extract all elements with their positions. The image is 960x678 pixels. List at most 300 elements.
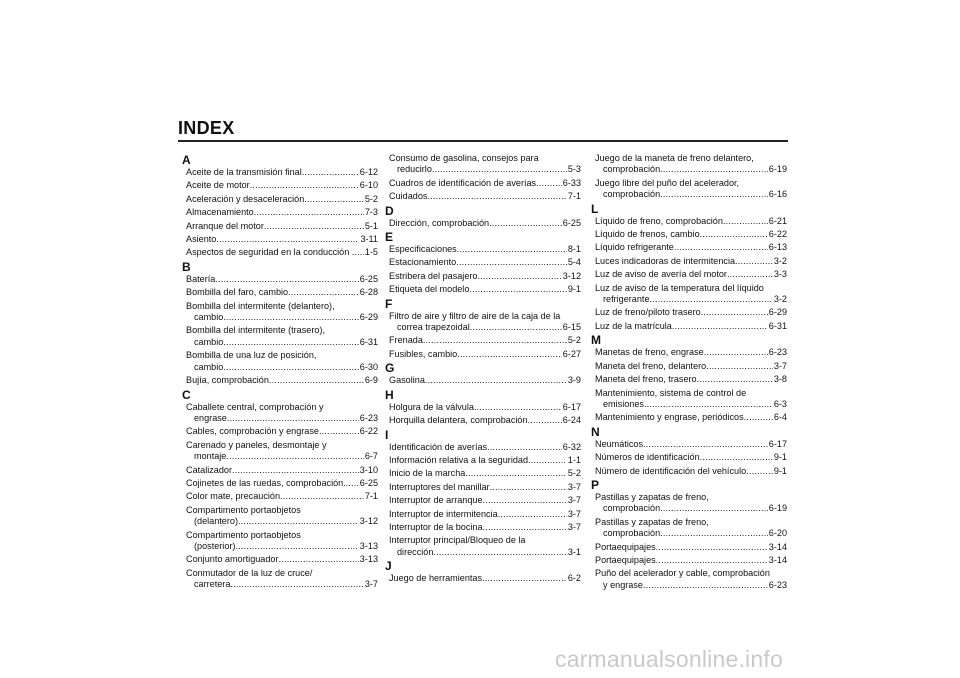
index-page-ref: 9-1 xyxy=(773,465,787,476)
index-page-ref: 6-20 xyxy=(768,528,787,539)
dot-leader xyxy=(660,189,768,200)
dot-leader xyxy=(528,415,562,426)
dot-leader xyxy=(456,257,567,268)
index-entry xyxy=(591,307,787,318)
index-entry-continuation: emisiones xyxy=(603,398,644,409)
index-page-ref: 6-25 xyxy=(359,477,378,488)
index-entry-text: Caballete central, comprobación y xyxy=(186,401,324,412)
index-page-ref: 3-1 xyxy=(567,546,581,557)
index-entry xyxy=(385,442,581,453)
index-entry xyxy=(385,218,581,229)
dot-leader xyxy=(474,402,562,413)
index-entry xyxy=(385,402,581,413)
index-entry-text: Consumo de gasolina, consejos para xyxy=(389,153,539,163)
index-page-ref: 3-7 xyxy=(567,508,581,519)
index-entry xyxy=(385,349,581,360)
dot-leader xyxy=(528,455,567,466)
dot-leader xyxy=(423,335,567,346)
index-page-ref: 9-1 xyxy=(773,452,787,463)
index-entry-text: Cuadros de identificación de averías xyxy=(389,177,537,188)
dot-leader xyxy=(723,216,768,227)
index-page-ref: 6-32 xyxy=(562,441,581,452)
index-entry xyxy=(385,522,581,533)
index-entry xyxy=(182,530,378,553)
index-page-ref: 6-10 xyxy=(359,180,378,191)
index-entry-continuation: engrase xyxy=(194,412,227,423)
index-page-ref: 6-17 xyxy=(562,401,581,412)
index-entry xyxy=(182,426,378,437)
index-page-ref: 3-10 xyxy=(359,464,378,475)
index-letter-heading: A xyxy=(182,153,191,167)
dot-leader xyxy=(230,579,363,590)
dot-leader xyxy=(288,287,359,298)
index-page-ref: 6-33 xyxy=(562,177,581,188)
index-page-ref: 3-9 xyxy=(567,375,581,386)
index-entry-text: Batería xyxy=(186,273,216,284)
index-page-ref: 6-12 xyxy=(359,167,378,177)
dot-leader xyxy=(232,465,359,476)
index-page-ref: 6-7 xyxy=(364,451,378,462)
index-entry xyxy=(182,375,378,386)
dot-leader xyxy=(319,426,359,437)
index-entry-continuation: cambio xyxy=(194,361,224,372)
index-page-ref: 3-12 xyxy=(562,270,581,281)
index-page-ref: 6-25 xyxy=(562,217,581,228)
index-entry xyxy=(591,542,787,553)
index-page-ref: 6-29 xyxy=(768,307,787,318)
index-page-ref: 6-25 xyxy=(359,273,378,284)
page-title: INDEX xyxy=(178,118,235,138)
index-entry-text: Mantenimiento y engrase, periódicos xyxy=(595,412,744,423)
dot-leader xyxy=(304,194,364,205)
index-letter-heading: E xyxy=(385,230,394,245)
index-entry-text: Inicio de la marcha xyxy=(389,468,466,479)
dot-leader xyxy=(226,451,363,462)
index-entry xyxy=(591,153,787,176)
index-page-ref: 7-3 xyxy=(364,207,378,218)
index-entry xyxy=(385,415,581,426)
index-entry-text: Interruptor principal/Bloqueo de la xyxy=(389,535,526,546)
index-page-ref: 7-1 xyxy=(364,491,378,502)
index-page-ref: 6-15 xyxy=(562,322,581,333)
index-entry-text: Luz de aviso de avería del motor xyxy=(595,269,727,280)
dot-leader xyxy=(697,374,773,385)
index-letter-heading: F xyxy=(385,296,393,311)
dot-leader xyxy=(216,234,359,245)
index-page-ref: 6-21 xyxy=(768,215,787,226)
index-page-ref: 3-7 xyxy=(567,521,581,532)
index-entry xyxy=(591,374,787,385)
index-entry-text: Holgura de la válvula xyxy=(389,401,474,412)
index-letter-heading: N xyxy=(591,424,600,439)
index-entry xyxy=(591,256,787,267)
index-entry-text: Compartimento portaobjetos xyxy=(186,529,301,540)
dot-leader xyxy=(348,478,359,489)
dot-leader xyxy=(250,180,359,191)
index-page-ref: 6-27 xyxy=(562,348,581,359)
index-page-ref: 5-2 xyxy=(567,468,581,479)
index-page-ref: 1-5 xyxy=(364,247,378,258)
dot-leader xyxy=(536,178,562,189)
index-entry-continuation: correa trapezoidal xyxy=(397,322,470,333)
index-entry-text: Estribera del pasajero xyxy=(389,270,478,281)
index-page-ref: 9-1 xyxy=(567,284,581,295)
index-entry-text: Bombilla del intermitente (delantero), xyxy=(186,300,335,311)
dot-leader xyxy=(470,322,562,333)
dot-leader xyxy=(302,167,359,178)
index-entry xyxy=(182,167,378,178)
dot-leader xyxy=(660,528,768,539)
index-entry xyxy=(182,440,378,463)
index-entry xyxy=(182,554,378,565)
dot-leader xyxy=(674,242,768,253)
index-entry-text: Estacionamiento xyxy=(389,257,457,268)
index-page-ref: 6-2 xyxy=(567,573,581,584)
index-entry xyxy=(385,535,581,558)
dot-leader xyxy=(660,503,768,514)
index-entry xyxy=(591,555,787,566)
index-entry-text: Juego de la maneta de freno delantero, xyxy=(595,153,754,163)
index-entry-continuation: montaje xyxy=(194,451,227,462)
index-page-ref: 3-13 xyxy=(359,554,378,565)
index-entry-text: Pastillas y zapatas de freno, xyxy=(595,491,709,502)
dot-leader xyxy=(489,218,562,229)
dot-leader xyxy=(223,337,358,348)
index-entry xyxy=(591,269,787,280)
index-page-ref: 5-4 xyxy=(567,257,581,268)
index-entry xyxy=(591,361,787,372)
index-entry xyxy=(182,478,378,489)
dot-leader xyxy=(483,495,567,506)
index-entry-text: Gasolina xyxy=(389,375,425,386)
index-page-ref: 6-23 xyxy=(359,412,378,423)
index-entry-text: Número de identificación del vehículo xyxy=(595,465,747,476)
watermark-text: carmanualsonline.info xyxy=(555,646,783,672)
index-page-ref: 6-9 xyxy=(364,375,378,386)
dot-leader xyxy=(280,491,364,502)
dot-leader xyxy=(487,442,562,453)
index-entry-continuation: reducirlo xyxy=(397,164,432,175)
index-letter-heading: P xyxy=(591,477,600,492)
index-entry-text: Bujía, comprobación xyxy=(186,375,269,386)
index-entry xyxy=(182,402,378,425)
index-entry-text: Aceleración y desaceleración xyxy=(186,193,305,204)
index-column-3 xyxy=(591,153,787,593)
dot-leader xyxy=(644,399,773,410)
index-entry-continuation: cambio xyxy=(194,336,224,347)
index-page-ref: 6-16 xyxy=(768,189,787,200)
index-entry xyxy=(385,153,581,176)
index-entry-text: Aceite de motor xyxy=(186,180,250,191)
index-entry-text: Líquido de frenos, cambio xyxy=(595,229,700,240)
index-entry-text: Aspectos de seguridad en la conducción . xyxy=(186,247,355,258)
index-entry-text: Cables, comprobación y engrase xyxy=(186,426,319,437)
index-entry xyxy=(591,492,787,515)
index-page-ref: 3-2 xyxy=(773,294,787,305)
index-page-ref: 6-19 xyxy=(768,503,787,514)
index-entry-text: Bombilla del intermitente (trasero), xyxy=(186,325,325,336)
index-entry-text: Asiento xyxy=(186,234,217,245)
index-page-ref: 6-30 xyxy=(359,361,378,372)
index-page-ref: 5-2 xyxy=(567,335,581,346)
index-entry-text: Cuidados xyxy=(389,191,428,202)
index-entry xyxy=(182,491,378,502)
index-entry xyxy=(182,465,378,476)
index-page-ref: 6-23 xyxy=(768,579,787,590)
index-entry xyxy=(182,505,378,528)
index-entry xyxy=(182,234,378,245)
index-entry xyxy=(385,271,581,282)
index-entry-text: Conjunto amortiguador xyxy=(186,554,279,565)
index-entry-continuation: y engrase xyxy=(603,579,643,590)
index-entry xyxy=(385,335,581,346)
index-column-2 xyxy=(385,153,581,587)
index-entry xyxy=(385,257,581,268)
index-page-ref: 3-7 xyxy=(773,360,787,371)
dot-leader xyxy=(643,439,768,450)
index-entry xyxy=(591,242,787,253)
index-entry-text: Mantenimiento, sistema de control de xyxy=(595,387,747,398)
index-entry xyxy=(385,311,581,334)
index-column-1 xyxy=(182,153,378,593)
index-letter-heading: C xyxy=(182,387,191,402)
index-entry-text: Almacenamiento xyxy=(186,207,254,218)
index-page-ref: 3-8 xyxy=(773,374,787,385)
index-entry-text: Color mate, precaución xyxy=(186,491,281,502)
index-entry-text: Catalizador xyxy=(186,464,232,475)
index-entry xyxy=(182,207,378,218)
index-entry-text: Dirección, comprobación xyxy=(389,217,490,228)
dot-leader xyxy=(227,413,359,424)
dot-leader xyxy=(354,247,363,258)
index-entry xyxy=(182,194,378,205)
index-entry xyxy=(591,216,787,227)
index-letter-heading: D xyxy=(385,203,394,218)
index-page-ref: 1-1 xyxy=(567,454,581,465)
dot-leader xyxy=(223,312,358,323)
index-entry-text: Luz de aviso de la temperatura del líquido xyxy=(595,282,764,293)
index-letter-heading: I xyxy=(385,427,389,442)
index-entry-text: Números de identificación xyxy=(595,452,700,463)
index-page-ref: 6-17 xyxy=(768,438,787,449)
index-page-ref: 6-28 xyxy=(359,287,378,298)
index-entry xyxy=(591,347,787,358)
index-entry xyxy=(385,284,581,295)
index-page-ref: 6-29 xyxy=(359,312,378,323)
dot-leader xyxy=(425,375,567,386)
index-entry-text: Luz de la matrícula xyxy=(595,320,672,331)
index-entry-text: Filtro de aire y filtro de aire de la caja de la xyxy=(389,310,561,321)
index-entry-text: Horquilla delantera, comprobación xyxy=(389,415,528,426)
dot-leader xyxy=(457,349,562,360)
index-entry xyxy=(385,495,581,506)
index-page-ref: 3-7 xyxy=(567,495,581,506)
index-entry-text: Información relativa a la seguridad xyxy=(389,454,529,465)
index-entry-text: Juego libre del puño del acelerador, xyxy=(595,177,740,188)
dot-leader xyxy=(477,271,561,282)
index-entry-text: Conmutador de la luz de cruce/ xyxy=(186,567,313,578)
index-entry-continuation: comprobación xyxy=(603,503,661,514)
index-entry xyxy=(591,466,787,477)
index-entry xyxy=(385,244,581,255)
index-page-ref: 6-23 xyxy=(768,347,787,358)
dot-leader xyxy=(433,547,566,558)
index-entry-continuation: comprobación xyxy=(603,189,661,200)
dot-leader xyxy=(700,452,773,463)
index-page-ref: 3-2 xyxy=(773,255,787,266)
index-page-ref: 3-14 xyxy=(768,554,787,565)
dot-leader xyxy=(643,580,768,591)
index-page-ref: 3-7 xyxy=(364,579,378,590)
index-entry xyxy=(591,178,787,201)
index-entry-text: Especificaciones xyxy=(389,244,457,255)
dot-leader xyxy=(727,269,773,280)
index-entry-continuation: carretera xyxy=(194,579,231,590)
index-entry xyxy=(591,388,787,411)
index-entry xyxy=(182,180,378,191)
index-page-ref: 3-3 xyxy=(773,269,787,280)
dot-leader xyxy=(427,191,566,202)
index-entry-text: Arranque del motor xyxy=(186,220,264,231)
title-rule xyxy=(178,140,788,142)
index-letter-heading: M xyxy=(591,333,601,348)
dot-leader xyxy=(269,375,364,386)
index-letter-heading: H xyxy=(385,387,394,402)
index-entry xyxy=(591,229,787,240)
index-entry xyxy=(385,509,581,520)
index-entry xyxy=(591,412,787,423)
index-entry-continuation: cambio xyxy=(194,312,224,323)
index-page-ref: 6-31 xyxy=(768,320,787,331)
index-entry-text: Cojinetes de las ruedas, comprobación.. xyxy=(186,477,349,488)
index-letter-heading: J xyxy=(385,559,392,574)
index-entry-text: Interruptor de la bocina xyxy=(389,521,483,532)
index-entry-text: Líquido refrigerante xyxy=(595,242,674,253)
dot-leader xyxy=(223,362,358,373)
index-entry-text: Compartimento portaobjetos xyxy=(186,504,301,515)
index-entry-continuation: (delantero) xyxy=(194,516,238,527)
dot-leader xyxy=(650,294,773,305)
index-page-ref: 6-22 xyxy=(768,229,787,240)
index-page-ref: 3-11 xyxy=(360,234,378,245)
dot-leader xyxy=(704,347,768,358)
index-entry xyxy=(591,439,787,450)
index-entry-text: Frenada xyxy=(389,335,423,346)
index-entry xyxy=(591,283,787,306)
index-entry-text: Identificación de averías xyxy=(389,441,488,452)
index-entry-text: Portaequipajes xyxy=(595,541,656,552)
index-page-ref: 5-3 xyxy=(567,164,581,175)
index-entry xyxy=(182,287,378,298)
index-entry xyxy=(182,301,378,324)
dot-leader xyxy=(483,522,567,533)
index-page-ref: 3-13 xyxy=(359,540,378,551)
dot-leader xyxy=(279,554,359,565)
index-entry-text: Interruptor de arranque xyxy=(389,495,483,506)
dot-leader xyxy=(700,229,768,240)
index-page-ref: 6-19 xyxy=(768,164,787,175)
dot-leader xyxy=(254,207,364,218)
dot-leader xyxy=(482,573,567,584)
dot-leader xyxy=(672,321,768,332)
index-letter-heading: L xyxy=(591,201,599,216)
index-entry xyxy=(182,350,378,373)
index-page-ref: 8-1 xyxy=(567,244,581,255)
dot-leader xyxy=(238,516,359,527)
index-page-ref: 6-24 xyxy=(562,415,581,426)
index-entry xyxy=(182,325,378,348)
index-entry-text: Líquido de freno, comprobación xyxy=(595,215,723,226)
index-entry-continuation: comprobación xyxy=(603,528,661,539)
dot-leader xyxy=(465,468,567,479)
dot-leader xyxy=(706,361,773,372)
dot-leader xyxy=(746,466,773,477)
index-page-ref: 3-12 xyxy=(359,516,378,527)
index-entry-text: Puño del acelerador y cable, comprobación xyxy=(595,568,770,579)
index-entry-text: Etiqueta del modelo xyxy=(389,284,470,295)
dot-leader xyxy=(498,509,567,520)
index-letter-heading: B xyxy=(182,259,191,274)
index-entry-text: Maneta del freno, trasero xyxy=(595,374,697,385)
index-page-ref: 5-1 xyxy=(364,220,378,231)
index-entry-text: Luz de freno/piloto trasero xyxy=(595,307,701,318)
dot-leader xyxy=(735,256,773,267)
index-page-ref: 6-22 xyxy=(359,426,378,437)
index-page-ref: 6-13 xyxy=(768,242,787,253)
index-entry xyxy=(182,568,378,591)
index-entry-text: Interruptores del manillar xyxy=(389,481,490,492)
dot-leader xyxy=(457,244,567,255)
dot-leader xyxy=(660,164,768,175)
index-page-ref: 3-14 xyxy=(768,541,787,552)
dot-leader xyxy=(744,412,773,423)
index-entry xyxy=(591,568,787,591)
index-entry-text: Portaequipajes xyxy=(595,554,656,565)
index-entry-continuation: refrigerante xyxy=(603,294,650,305)
index-entry xyxy=(385,191,581,202)
index-entry xyxy=(591,517,787,540)
index-entry-text: Neumáticos xyxy=(595,438,644,449)
index-page-ref: 6-3 xyxy=(773,398,787,409)
index-entry xyxy=(591,452,787,463)
index-entry-continuation: dirección xyxy=(397,546,434,557)
index-entry xyxy=(385,375,581,386)
index-entry xyxy=(385,573,581,584)
index-entry-text: Maneta del freno, delantero xyxy=(595,360,707,371)
dot-leader xyxy=(656,555,768,566)
index-entry-text: Bombilla de una luz de posición, xyxy=(186,350,317,361)
index-page-ref: 6-4 xyxy=(773,412,787,423)
dot-leader xyxy=(469,284,566,295)
index-entry-text: Juego de herramientas xyxy=(389,573,483,584)
index-entry xyxy=(385,455,581,466)
dot-leader xyxy=(432,164,567,175)
index-entry xyxy=(591,321,787,332)
index-entry-text: Aceite de la transmisión final xyxy=(186,167,302,177)
index-entry-text: Fusibles, cambio xyxy=(389,348,458,359)
index-entry xyxy=(182,247,378,258)
index-entry xyxy=(385,468,581,479)
dot-leader xyxy=(656,542,768,553)
index-entry xyxy=(182,221,378,232)
index-page-ref: 5-2 xyxy=(364,193,378,204)
dot-leader xyxy=(215,274,358,285)
index-entry-text: Luces indicadoras de intermitencia xyxy=(595,255,736,266)
index-page-ref: 3-7 xyxy=(567,481,581,492)
index-entry-continuation: comprobación xyxy=(603,164,661,175)
index-entry-text: Bombilla del faro, cambio xyxy=(186,287,289,298)
index-entry-text: Manetas de freno, engrase xyxy=(595,347,704,358)
